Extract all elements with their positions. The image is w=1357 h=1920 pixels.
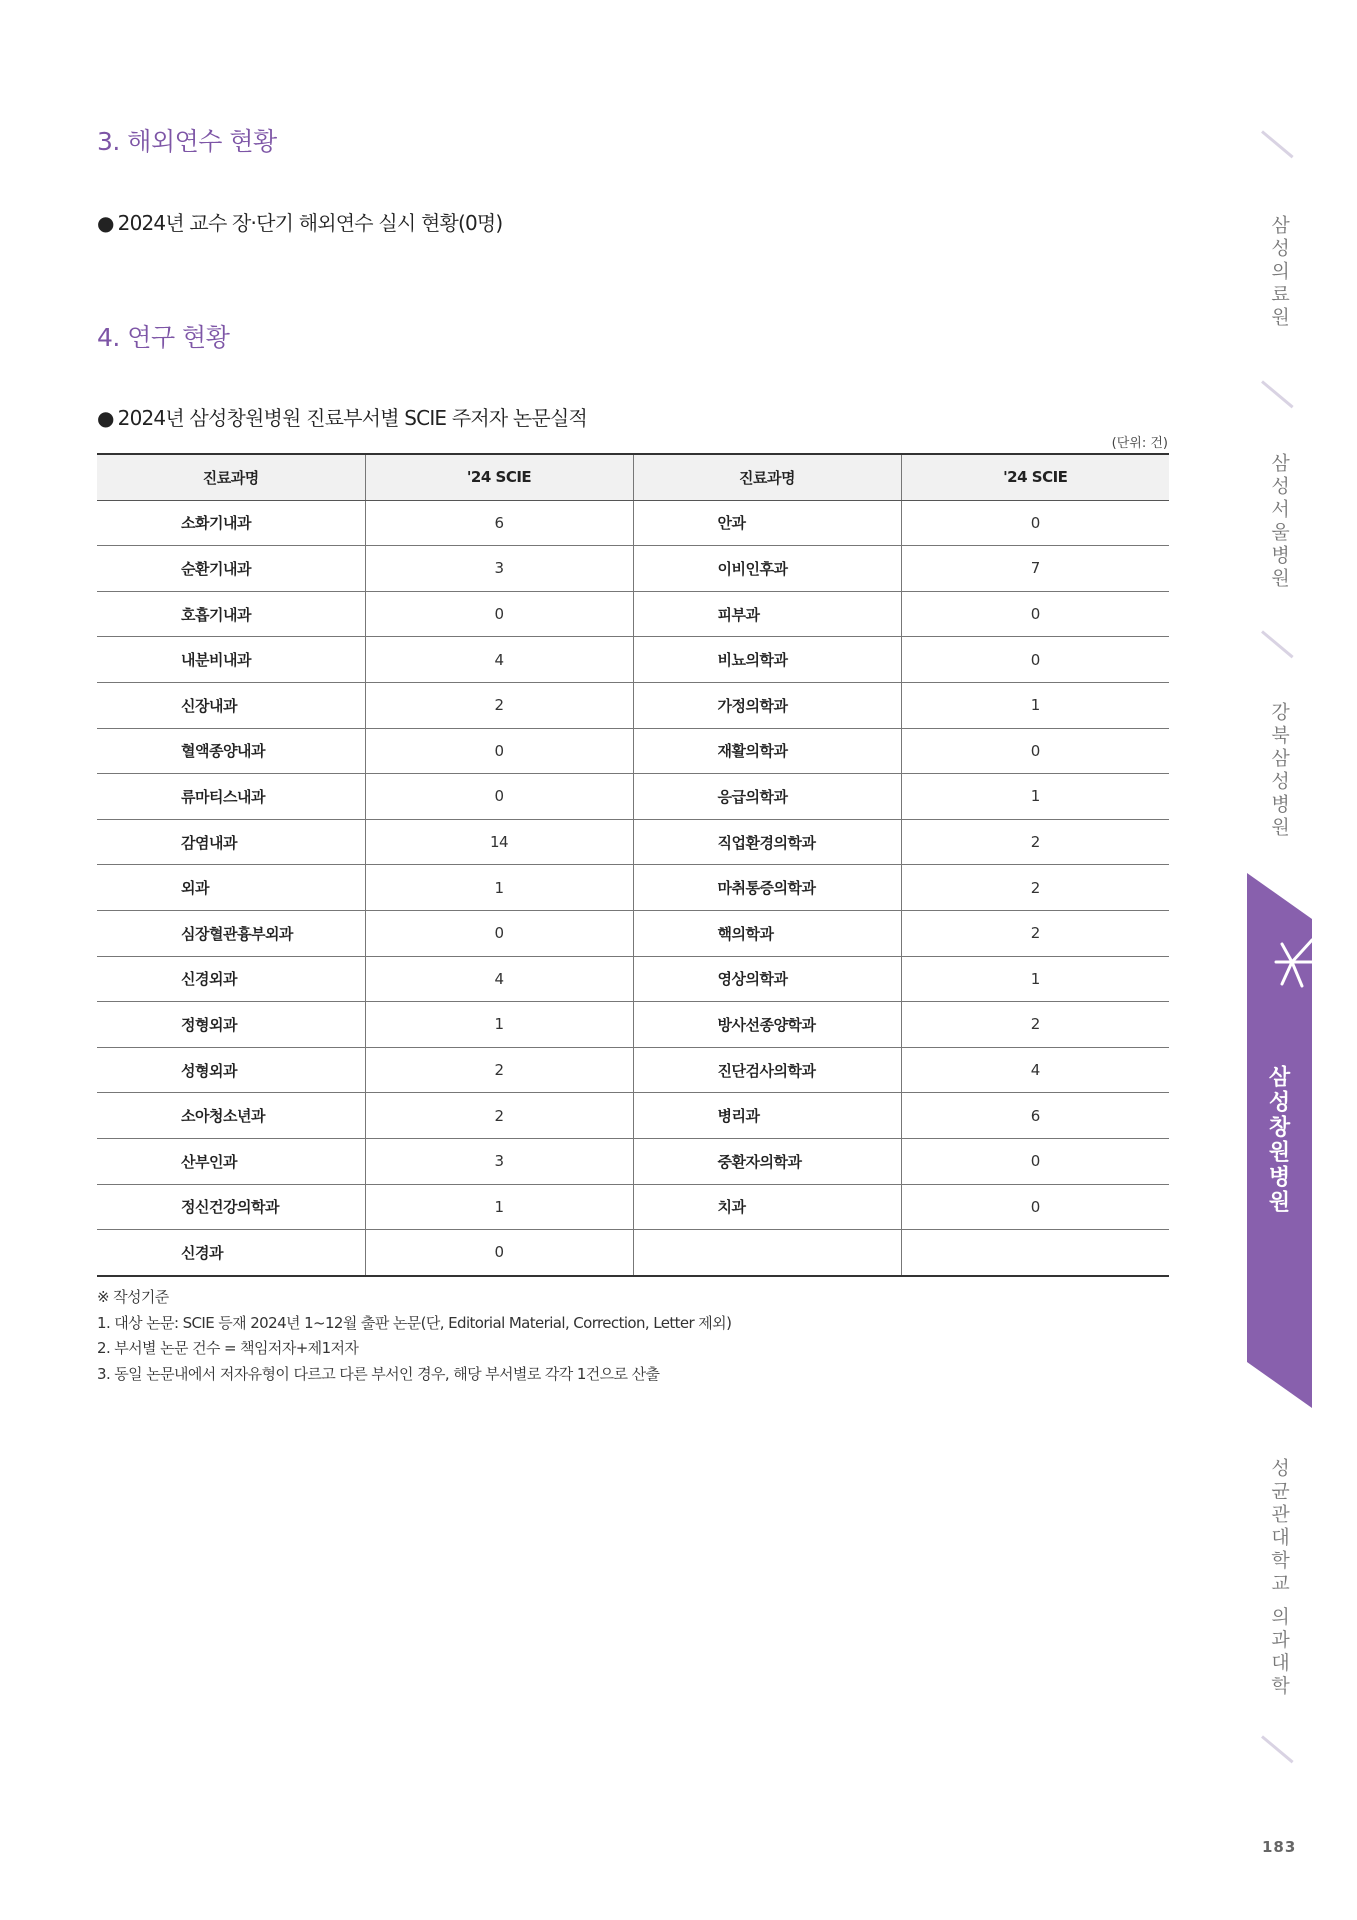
scie-count-cell: 1 bbox=[901, 774, 1169, 820]
scie-table bbox=[97, 453, 1169, 1277]
table-row bbox=[97, 1047, 1169, 1093]
scie-count-cell: 0 bbox=[365, 591, 633, 637]
table-row bbox=[97, 774, 1169, 820]
scie-count-cell: 0 bbox=[901, 728, 1169, 774]
scie-count-cell: 7 bbox=[901, 546, 1169, 592]
dept-name-cell: 성형외과 bbox=[97, 1047, 365, 1093]
dept-name-cell: 신경외과 bbox=[97, 956, 365, 1002]
dept-name-cell: 소아청소년과 bbox=[97, 1093, 365, 1139]
section3-bullet bbox=[97, 207, 502, 236]
side-nav-samsung-medical-center[interactable]: 삼성의료원 bbox=[1268, 215, 1290, 330]
table-row bbox=[97, 1230, 1169, 1276]
dept-name-cell: 피부과 bbox=[633, 591, 901, 637]
scie-count-cell: 0 bbox=[365, 728, 633, 774]
table-row bbox=[97, 819, 1169, 865]
divider-slash bbox=[1261, 130, 1294, 158]
scie-count-cell: 6 bbox=[901, 1093, 1169, 1139]
dept-name-cell: 치과 bbox=[633, 1184, 901, 1230]
section4-title: 4. 연구 현황 bbox=[97, 323, 230, 352]
dept-name-cell: 심장혈관흉부외과 bbox=[97, 910, 365, 956]
scie-count-cell: 2 bbox=[901, 1002, 1169, 1048]
table-row bbox=[97, 910, 1169, 956]
note-item: 3. 동일 논문내에서 저자유형이 다르고 다른 부서인 경우, 해당 부서별로 각각 1건으로 산출 bbox=[97, 1364, 660, 1383]
dept-name-cell: 류마티스내과 bbox=[97, 774, 365, 820]
scie-count-cell: 0 bbox=[901, 1138, 1169, 1184]
table-row bbox=[97, 1002, 1169, 1048]
dept-name-cell: 정형외과 bbox=[97, 1002, 365, 1048]
scie-count-cell: 2 bbox=[901, 910, 1169, 956]
scie-count-cell: 1 bbox=[365, 1002, 633, 1048]
dept-name-cell: 재활의학과 bbox=[633, 728, 901, 774]
scie-count-cell: 2 bbox=[365, 1047, 633, 1093]
scie-count-cell: 0 bbox=[901, 500, 1169, 546]
table-row bbox=[97, 637, 1169, 683]
dept-name-cell: 신장내과 bbox=[97, 682, 365, 728]
divider-slash bbox=[1261, 630, 1294, 658]
sparkle-icon bbox=[1268, 934, 1312, 990]
header-scie-1: '24 SCIE bbox=[365, 454, 633, 500]
dept-name-cell bbox=[633, 1230, 901, 1276]
header-dept-2: 진료과명 bbox=[633, 454, 901, 500]
note-item: 2. 부서별 논문 건수 = 책임저자+제1저자 bbox=[97, 1339, 359, 1357]
bullet-icon: ● bbox=[97, 211, 114, 235]
scie-count-cell: 2 bbox=[901, 819, 1169, 865]
dept-name-cell: 산부인과 bbox=[97, 1138, 365, 1184]
dept-name-cell: 소화기내과 bbox=[97, 500, 365, 546]
table-row bbox=[97, 500, 1169, 546]
table-row bbox=[97, 591, 1169, 637]
divider-slash bbox=[1261, 380, 1294, 408]
dept-name-cell: 중환자의학과 bbox=[633, 1138, 901, 1184]
scie-count-cell bbox=[901, 1230, 1169, 1276]
table-row bbox=[97, 728, 1169, 774]
side-nav-kangbuk-samsung[interactable]: 강북삼성병원 bbox=[1268, 702, 1290, 840]
divider-slash bbox=[1261, 1735, 1294, 1763]
dept-name-cell: 직업환경의학과 bbox=[633, 819, 901, 865]
dept-name-cell: 핵의학과 bbox=[633, 910, 901, 956]
scie-count-cell: 1 bbox=[901, 682, 1169, 728]
scie-count-cell: 1 bbox=[901, 956, 1169, 1002]
table-row bbox=[97, 682, 1169, 728]
dept-name-cell: 안과 bbox=[633, 500, 901, 546]
dept-name-cell: 마취통증의학과 bbox=[633, 865, 901, 911]
dept-name-cell: 혈액종양내과 bbox=[97, 728, 365, 774]
table-row bbox=[97, 956, 1169, 1002]
section3-bullet-text: 2024년 교수 장·단기 해외연수 실시 현황(0명) bbox=[117, 211, 503, 235]
side-nav-samsung-changwon[interactable]: 삼성창원병원 bbox=[1265, 1065, 1290, 1215]
table-body bbox=[97, 500, 1169, 1276]
scie-count-cell: 0 bbox=[365, 774, 633, 820]
table-row bbox=[97, 1138, 1169, 1184]
scie-count-cell: 0 bbox=[365, 910, 633, 956]
scie-count-cell: 2 bbox=[365, 682, 633, 728]
dept-name-cell: 진단검사의학과 bbox=[633, 1047, 901, 1093]
scie-count-cell: 14 bbox=[365, 819, 633, 865]
notes bbox=[97, 1285, 731, 1387]
dept-name-cell: 방사선종양학과 bbox=[633, 1002, 901, 1048]
table-row bbox=[97, 1184, 1169, 1230]
unit-label: (단위: 건) bbox=[1111, 436, 1168, 451]
scie-count-cell: 2 bbox=[901, 865, 1169, 911]
scie-count-cell: 3 bbox=[365, 546, 633, 592]
scie-count-cell: 0 bbox=[901, 591, 1169, 637]
page-number: 183 bbox=[1262, 1838, 1297, 1856]
side-nav-samsung-seoul[interactable]: 삼성서울병원 bbox=[1268, 453, 1290, 591]
note-heading: ※ 작성기준 bbox=[97, 1288, 169, 1306]
scie-count-cell: 6 bbox=[365, 500, 633, 546]
dept-name-cell: 순환기내과 bbox=[97, 546, 365, 592]
section3-title: 3. 해외연수 현황 bbox=[97, 127, 277, 156]
scie-count-cell: 3 bbox=[365, 1138, 633, 1184]
table-header-row bbox=[97, 454, 1169, 500]
dept-name-cell: 내분비내과 bbox=[97, 637, 365, 683]
dept-name-cell: 영상의학과 bbox=[633, 956, 901, 1002]
header-scie-2: '24 SCIE bbox=[901, 454, 1169, 500]
scie-count-cell: 0 bbox=[901, 1184, 1169, 1230]
dept-name-cell: 가정의학과 bbox=[633, 682, 901, 728]
dept-name-cell: 비뇨의학과 bbox=[633, 637, 901, 683]
dept-name-cell: 이비인후과 bbox=[633, 546, 901, 592]
table-row bbox=[97, 865, 1169, 911]
scie-count-cell: 0 bbox=[365, 1230, 633, 1276]
side-nav-skku-medicine[interactable]: 성균관대학교 의과대학 bbox=[1268, 1458, 1290, 1699]
dept-name-cell: 정신건강의학과 bbox=[97, 1184, 365, 1230]
dept-name-cell: 감염내과 bbox=[97, 819, 365, 865]
header-dept-1: 진료과명 bbox=[97, 454, 365, 500]
dept-name-cell: 외과 bbox=[97, 865, 365, 911]
dept-name-cell: 호흡기내과 bbox=[97, 591, 365, 637]
section4-bullet-text: 2024년 삼성창원병원 진료부서별 SCIE 주저자 논문실적 bbox=[117, 406, 588, 430]
bullet-icon: ● bbox=[97, 406, 114, 430]
scie-count-cell: 2 bbox=[365, 1093, 633, 1139]
dept-name-cell: 병리과 bbox=[633, 1093, 901, 1139]
scie-count-cell: 4 bbox=[365, 637, 633, 683]
scie-count-cell: 4 bbox=[901, 1047, 1169, 1093]
note-item: 1. 대상 논문: SCIE 등재 2024년 1~12월 출판 논문(단, Editorial Material, Correction, Letter 제외) bbox=[97, 1313, 732, 1332]
dept-name-cell: 응급의학과 bbox=[633, 774, 901, 820]
scie-count-cell: 1 bbox=[365, 1184, 633, 1230]
scie-count-cell: 0 bbox=[901, 637, 1169, 683]
dept-name-cell: 신경과 bbox=[97, 1230, 365, 1276]
table-row bbox=[97, 1093, 1169, 1139]
scie-count-cell: 1 bbox=[365, 865, 633, 911]
table-row bbox=[97, 546, 1169, 592]
section4-bullet bbox=[97, 402, 587, 431]
scie-count-cell: 4 bbox=[365, 956, 633, 1002]
